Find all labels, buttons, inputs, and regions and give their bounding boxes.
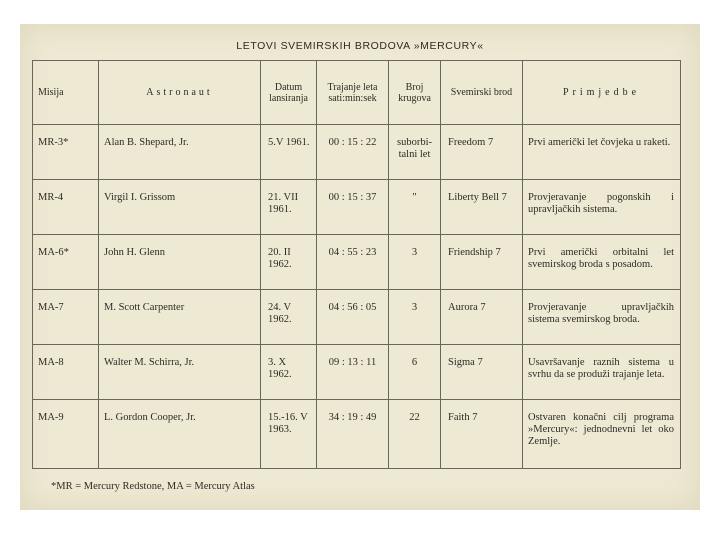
table-row	[33, 180, 681, 235]
table-row	[33, 400, 681, 469]
header-brod: Svemirski brod	[441, 61, 523, 125]
cell-trajanje: 04 : 55 : 23	[317, 235, 389, 290]
cell-astronaut: Walter M. Schirra, Jr.	[99, 345, 261, 400]
scanned-page	[20, 24, 700, 510]
cell-brod: Faith 7	[441, 400, 523, 469]
cell-broj: "	[389, 180, 441, 235]
cell-primjedbe: Ostvaren konačni cilj programa »Mercury«: jednodnevni let oko Zemlje.	[523, 400, 681, 469]
cell-brod: Aurora 7	[441, 290, 523, 345]
cell-primjedbe: Usavršavanje raznih sistema u svrhu da se produži trajanje leta.	[523, 345, 681, 400]
table-row	[33, 290, 681, 345]
cell-brod: Freedom 7	[441, 125, 523, 180]
cell-datum: 15.-16. V 1963.	[261, 400, 317, 469]
table-title: LETOVI SVEMIRSKIH BRODOVA »MERCURY«	[236, 40, 484, 52]
cell-misija: MR-4	[33, 180, 99, 235]
cell-trajanje: 34 : 19 : 49	[317, 400, 389, 469]
table-row	[33, 235, 681, 290]
cell-datum: 3. X 1962.	[261, 345, 317, 400]
header-misija: Misija	[33, 61, 99, 125]
mercury-flights-table	[32, 60, 681, 469]
cell-primjedbe: Provjeravanje pogonskih i upravljačkih sistema.	[523, 180, 681, 235]
cell-primjedbe: Prvi američki let čovjeka u raketi.	[523, 125, 681, 180]
table-row	[33, 345, 681, 400]
cell-datum: 21. VII 1961.	[261, 180, 317, 235]
table-row	[33, 125, 681, 180]
cell-astronaut: Virgil I. Grissom	[99, 180, 261, 235]
cell-misija: MA-8	[33, 345, 99, 400]
cell-broj: suborbi-talni let	[389, 125, 441, 180]
header-broj: Broj krugova	[389, 61, 441, 125]
cell-trajanje: 09 : 13 : 11	[317, 345, 389, 400]
cell-brod: Sigma 7	[441, 345, 523, 400]
cell-misija: MA-6*	[33, 235, 99, 290]
cell-misija: MA-7	[33, 290, 99, 345]
cell-broj: 3	[389, 290, 441, 345]
cell-astronaut: John H. Glenn	[99, 235, 261, 290]
header-primjedbe: Primjedbe	[523, 61, 681, 125]
cell-trajanje: 04 : 56 : 05	[317, 290, 389, 345]
header-datum: Datum lansiranja	[261, 61, 317, 125]
cell-trajanje: 00 : 15 : 37	[317, 180, 389, 235]
header-astronaut: Astronaut	[99, 61, 261, 125]
cell-astronaut: L. Gordon Cooper, Jr.	[99, 400, 261, 469]
cell-datum: 20. II 1962.	[261, 235, 317, 290]
cell-astronaut: Alan B. Shepard, Jr.	[99, 125, 261, 180]
cell-brod: Liberty Bell 7	[441, 180, 523, 235]
header-trajanje: Trajanje leta sati:min:sek	[317, 61, 389, 125]
cell-broj: 3	[389, 235, 441, 290]
cell-misija: MA-9	[33, 400, 99, 469]
cell-astronaut: M. Scott Carpenter	[99, 290, 261, 345]
cell-primjedbe: Prvi američki orbitalni let svemirskog broda s posadom.	[523, 235, 681, 290]
footnote: *MR = Mercury Redstone, MA = Mercury Atlas	[51, 481, 255, 492]
cell-datum: 24. V 1962.	[261, 290, 317, 345]
cell-trajanje: 00 : 15 : 22	[317, 125, 389, 180]
header-row	[33, 61, 681, 125]
cell-brod: Friendship 7	[441, 235, 523, 290]
cell-primjedbe: Provjeravanje upravljačkih sistema svemirskog broda.	[523, 290, 681, 345]
cell-broj: 22	[389, 400, 441, 469]
cell-broj: 6	[389, 345, 441, 400]
cell-datum: 5.V 1961.	[261, 125, 317, 180]
cell-misija: MR-3*	[33, 125, 99, 180]
